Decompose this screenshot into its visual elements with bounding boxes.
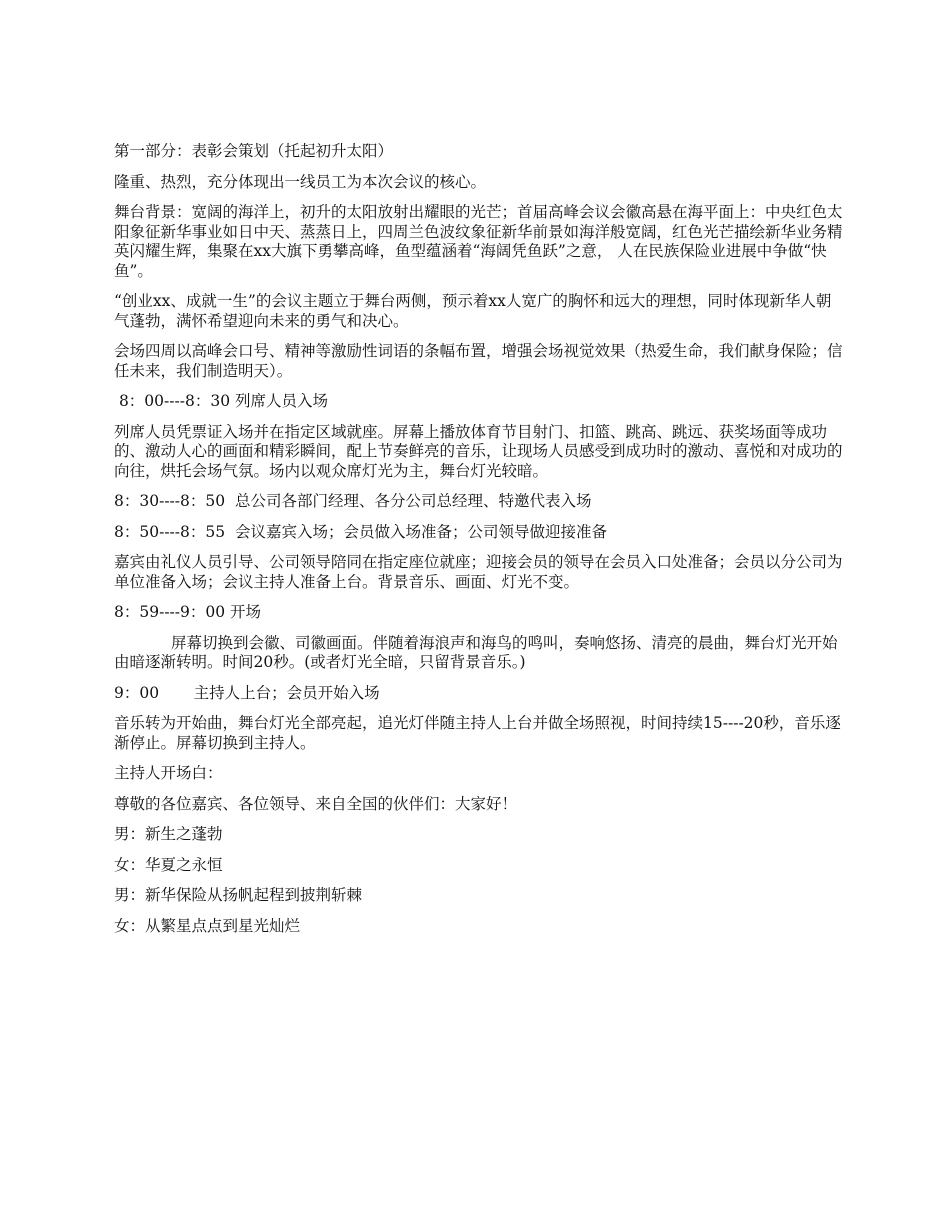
body-paragraph: 会场四周以高峰会口号、精神等激励性词语的条幅布置，增强会场视觉效果（热爱生命，我们献身保险；信任未来，我们制造明天）。 [114,342,843,380]
body-paragraph: 尊敬的各位嘉宾、各位领导、来自全国的伙伴们：大家好！ [114,794,518,813]
dialogue-line: 男：新华保险从扬帆起程到披荆斩棘 [114,886,363,904]
schedule-item: 8：00----8：30 列席人员入场 [114,392,328,410]
schedule-item: 8：59----9：00 开场 [114,603,262,621]
schedule-item: 9：00 主持人上台；会员开始入场 [114,683,380,702]
body-paragraph: 屏幕切换到会徽、司徽画面。伴随着海浪声和海鸟的鸣叫，奏响悠扬、清亮的晨曲，舞台灯光开始由暗逐渐转明。时间20秒。(或者灯光全暗，只留背景音乐。) [114,633,838,671]
dialogue-line: 女：华夏之永恒 [114,855,223,874]
schedule-item: 8：30----8：50 总公司各部门经理、各分公司总经理、特邀代表入场 [114,492,592,510]
dialogue-line: 男：新生之蓬勃 [114,825,223,843]
schedule-item: 8：50----8：55 会议嘉宾入场；会员做入场准备；公司领导做迎接准备 [114,522,607,541]
body-paragraph: 嘉宾由礼仪人员引导、公司领导陪同在指定座位就座；迎接会员的领导在会员入口处准备；会员以分公司为单位准备入场；会议主持人准备上台。背景音乐、画面、灯光不变。 [114,553,843,591]
dialogue-line: 女：从繁星点点到星光灿烂 [114,916,301,935]
body-paragraph: 主持人开场白： [114,764,223,782]
body-paragraph: 隆重、热烈，充分体现出一线员工为本次会议的核心。 [114,172,487,191]
body-paragraph: 音乐转为开始曲，舞台灯光全部亮起，追光灯伴随主持人上台并做全场照视，时间持续15----20秒，音乐逐渐停止。屏幕切换到主持人。 [114,714,841,752]
document-page [114,142,844,947]
section-heading: 第一部分：表彰会策划（托起初升太阳） [114,142,394,160]
body-paragraph: “创业xx、成就一生”的会议主题立于舞台两侧，预示着xx人宽广的胸怀和远大的理想，同时体现新华人朝气蓬勃，满怀希望迎向未来的勇气和决心。 [114,292,832,330]
body-paragraph: 舞台背景：宽阔的海洋上，初升的太阳放射出耀眼的光芒；首届高峰会议会徽高悬在海平面上：中央红色太阳象征新华事业如日中天、蒸蒸日上，四周兰色波纹象征新华前景如海洋般宽阔，红色光芒描绘新华业务精英闪耀生辉，集聚在xx大旗下勇攀高峰，鱼型蕴涵着“海阔凭鱼跃”之意， 人在民族保险业进展中争做“快鱼”。 [114,203,843,280]
body-paragraph: 列席人员凭票证入场并在指定区域就座。屏幕上播放体育节目射门、扣篮、跳高、跳远、获奖场面等成功的、激动人心的画面和精彩瞬间，配上节奏鲜亮的音乐，让现场人员感受到成功时的激动、喜悦和对成功的向往，烘托会场气氛。场内以观众席灯光为主，舞台灯光较暗。 [114,422,843,480]
